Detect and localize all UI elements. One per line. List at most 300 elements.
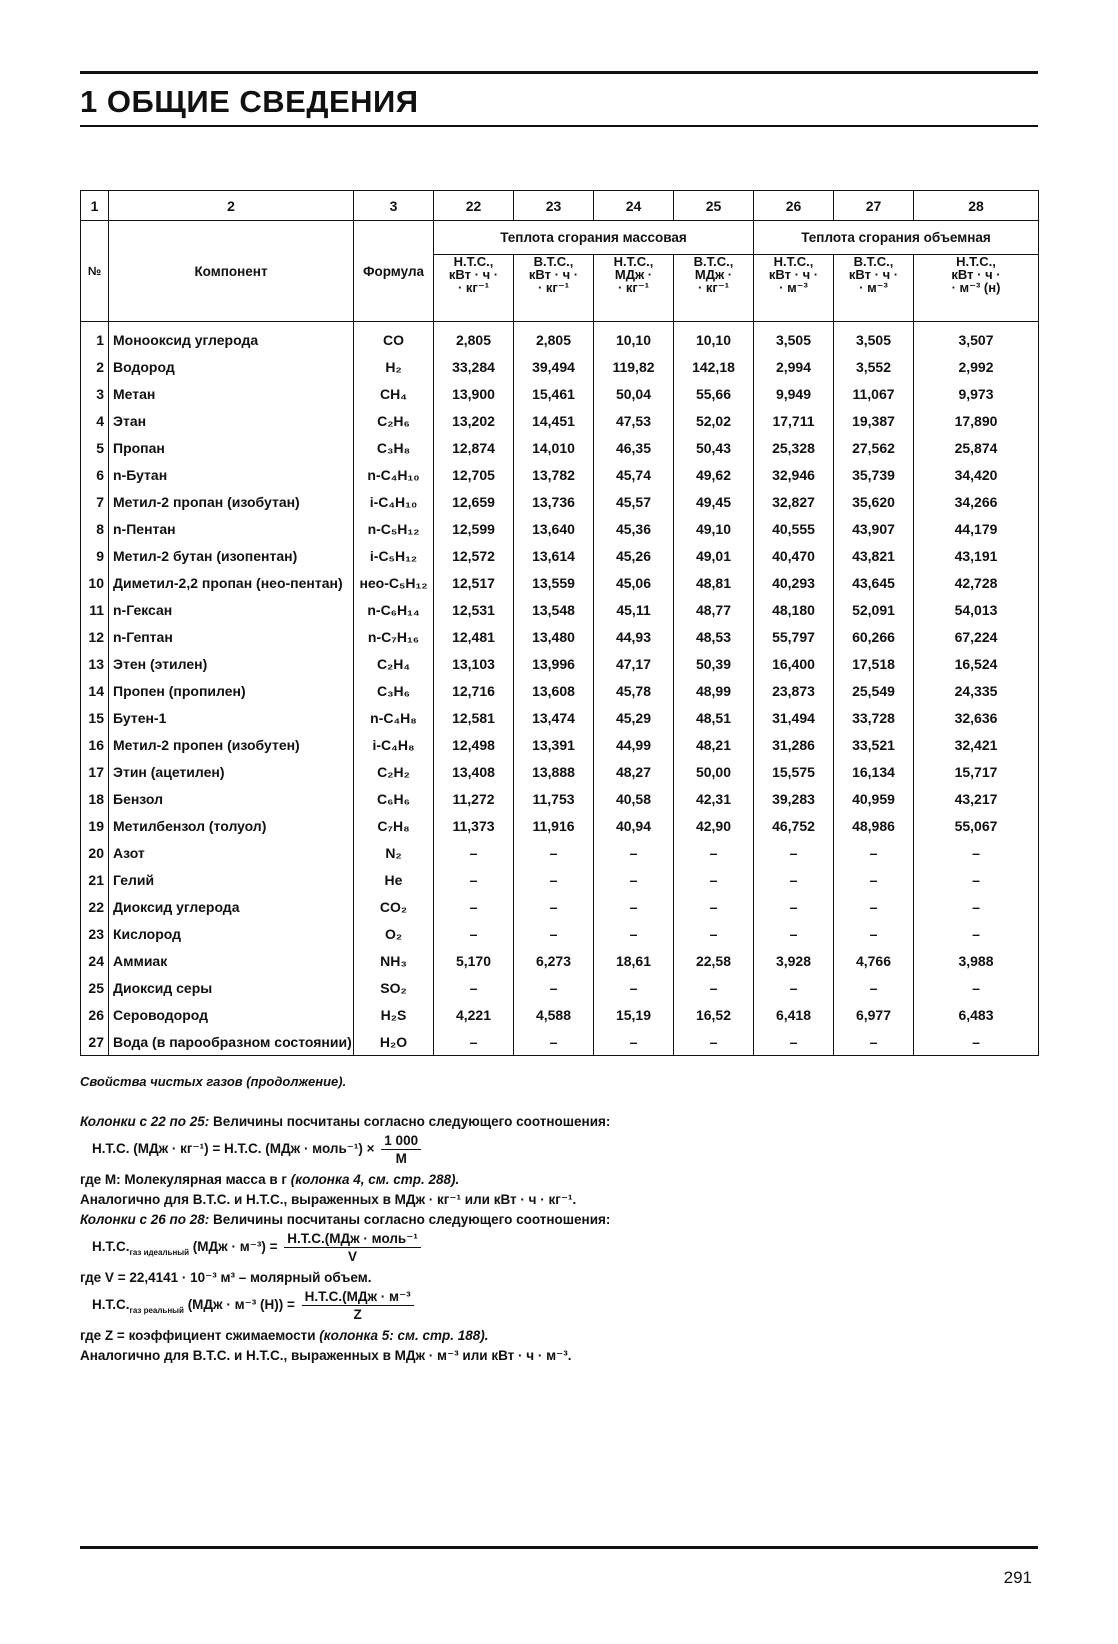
heat-value: 35,739 xyxy=(834,461,914,488)
component-formula: C₇H₈ xyxy=(354,812,434,839)
heat-value: 32,946 xyxy=(754,461,834,488)
heat-value: 50,00 xyxy=(674,758,754,785)
row-number: 23 xyxy=(81,920,109,947)
heat-value: 11,916 xyxy=(514,812,594,839)
equation-mass: Н.Т.С. (МДж · кг⁻¹) = Н.Т.С. (МДж · моль⁻¹) × $\frac{1 000}{M}$ xyxy=(80,1132,1030,1170)
component-formula: NH₃ xyxy=(354,947,434,974)
unit-header: Н.Т.С., МДж · · кг⁻¹ xyxy=(594,255,674,322)
heat-value: 13,559 xyxy=(514,569,594,596)
heat-value: 35,620 xyxy=(834,488,914,515)
heat-value: 25,549 xyxy=(834,677,914,704)
col-num: 3 xyxy=(354,191,434,221)
heat-value: 34,420 xyxy=(914,461,1039,488)
row-number: 20 xyxy=(81,839,109,866)
row-number: 2 xyxy=(81,353,109,380)
unit-header: В.Т.С., кВт · ч · · м⁻³ xyxy=(834,255,914,322)
heat-value: 16,400 xyxy=(754,650,834,677)
table-row xyxy=(81,461,1039,488)
heat-value: 142,18 xyxy=(674,353,754,380)
component-name: Метилбензол (толуол) xyxy=(109,812,354,839)
heat-value: – xyxy=(834,920,914,947)
heat-value: – xyxy=(434,974,514,1001)
heat-value: 40,58 xyxy=(594,785,674,812)
heat-value: 67,224 xyxy=(914,623,1039,650)
component-formula: He xyxy=(354,866,434,893)
heat-value: 2,805 xyxy=(434,322,514,354)
heat-value: 13,900 xyxy=(434,380,514,407)
heat-value: – xyxy=(674,974,754,1001)
component-name: n-Гептан xyxy=(109,623,354,650)
heat-value: 17,711 xyxy=(754,407,834,434)
heat-value: – xyxy=(914,920,1039,947)
heat-value: – xyxy=(514,893,594,920)
component-name: Диоксид серы xyxy=(109,974,354,1001)
table-row xyxy=(81,322,1039,354)
heat-value: 42,90 xyxy=(674,812,754,839)
heat-value: 48,99 xyxy=(674,677,754,704)
heat-value: 33,284 xyxy=(434,353,514,380)
component-name: Кислород xyxy=(109,920,354,947)
component-formula: SO₂ xyxy=(354,974,434,1001)
heat-value: 44,93 xyxy=(594,623,674,650)
row-number: 10 xyxy=(81,569,109,596)
row-number: 14 xyxy=(81,677,109,704)
row-number: 27 xyxy=(81,1028,109,1056)
heat-value: – xyxy=(674,839,754,866)
table-row xyxy=(81,974,1039,1001)
note-line: где V = 22,4141 · 10⁻³ м³ – молярный объем. xyxy=(80,1270,372,1285)
heat-value: 13,391 xyxy=(514,731,594,758)
component-name: Монооксид углерода xyxy=(109,322,354,354)
heat-value: – xyxy=(914,893,1039,920)
table-row xyxy=(81,380,1039,407)
heat-value: – xyxy=(594,1028,674,1056)
table-row xyxy=(81,947,1039,974)
heat-value: 50,39 xyxy=(674,650,754,677)
table-row xyxy=(81,920,1039,947)
heat-value: 13,548 xyxy=(514,596,594,623)
note-line: Аналогично для В.Т.С. и Н.Т.С., выраженных в МДж · м⁻³ или кВт · ч · м⁻³. xyxy=(80,1348,572,1363)
heat-value: 31,286 xyxy=(754,731,834,758)
heat-value: 12,705 xyxy=(434,461,514,488)
top-rule xyxy=(80,71,1038,74)
col-num: 25 xyxy=(674,191,754,221)
heat-value: 55,067 xyxy=(914,812,1039,839)
heat-value: 14,010 xyxy=(514,434,594,461)
heat-value: 48,27 xyxy=(594,758,674,785)
heat-value: 4,221 xyxy=(434,1001,514,1028)
heat-value: 5,170 xyxy=(434,947,514,974)
heat-value: 12,517 xyxy=(434,569,514,596)
component-formula: n-C₆H₁₄ xyxy=(354,596,434,623)
heat-value: 13,474 xyxy=(514,704,594,731)
formula-notes xyxy=(80,1112,1030,1366)
heat-value: 15,575 xyxy=(754,758,834,785)
note-line: где M: Молекулярная масса в г (колонка 4, см. стр. 288). xyxy=(80,1172,460,1187)
heat-value: 12,599 xyxy=(434,515,514,542)
heat-value: 55,66 xyxy=(674,380,754,407)
heat-value: 12,498 xyxy=(434,731,514,758)
row-number: 1 xyxy=(81,322,109,354)
heat-value: 49,01 xyxy=(674,542,754,569)
row-number: 25 xyxy=(81,974,109,1001)
table-row xyxy=(81,677,1039,704)
heat-value: – xyxy=(514,974,594,1001)
col-num: 27 xyxy=(834,191,914,221)
heat-value: 39,283 xyxy=(754,785,834,812)
row-number: 12 xyxy=(81,623,109,650)
heat-value: – xyxy=(674,920,754,947)
heat-value: 46,35 xyxy=(594,434,674,461)
heat-value: 3,988 xyxy=(914,947,1039,974)
heat-value: 18,61 xyxy=(594,947,674,974)
table-row xyxy=(81,1028,1039,1056)
heat-value: 12,531 xyxy=(434,596,514,623)
heat-value: 44,179 xyxy=(914,515,1039,542)
heat-value: – xyxy=(674,866,754,893)
component-formula: i-C₄H₈ xyxy=(354,731,434,758)
component-formula: n-C₇H₁₆ xyxy=(354,623,434,650)
unit-header: В.Т.С., МДж · · кг⁻¹ xyxy=(674,255,754,322)
heat-value: – xyxy=(514,1028,594,1056)
component-formula: нео-C₅H₁₂ xyxy=(354,569,434,596)
component-name: Сероводород xyxy=(109,1001,354,1028)
row-number: 17 xyxy=(81,758,109,785)
component-name: Азот xyxy=(109,839,354,866)
row-number: 18 xyxy=(81,785,109,812)
heat-value: 12,481 xyxy=(434,623,514,650)
heat-value: 15,717 xyxy=(914,758,1039,785)
table-row xyxy=(81,353,1039,380)
table-row xyxy=(81,407,1039,434)
table-row xyxy=(81,569,1039,596)
heat-value: – xyxy=(914,866,1039,893)
unit-header: Н.Т.С., кВт · ч · · м⁻³ xyxy=(754,255,834,322)
heat-value: 44,99 xyxy=(594,731,674,758)
heat-value: – xyxy=(834,893,914,920)
heat-value: 19,387 xyxy=(834,407,914,434)
heat-value: 50,04 xyxy=(594,380,674,407)
heat-value: 33,728 xyxy=(834,704,914,731)
heat-value: 13,608 xyxy=(514,677,594,704)
component-name: Диметил-2,2 пропан (нео-пентан) xyxy=(109,569,354,596)
heat-value: 32,421 xyxy=(914,731,1039,758)
table-row xyxy=(81,596,1039,623)
component-name: Гелий xyxy=(109,866,354,893)
heat-value: 31,494 xyxy=(754,704,834,731)
table-row xyxy=(81,731,1039,758)
heat-value: 17,518 xyxy=(834,650,914,677)
heat-value: 12,874 xyxy=(434,434,514,461)
heat-value: 42,728 xyxy=(914,569,1039,596)
col-num: 2 xyxy=(109,191,354,221)
heat-value: 13,782 xyxy=(514,461,594,488)
heat-value: 48,51 xyxy=(674,704,754,731)
fraction: $\frac{1 000}{M}$ xyxy=(381,1132,421,1167)
heat-value: 2,805 xyxy=(514,322,594,354)
row-number: 9 xyxy=(81,542,109,569)
table-row xyxy=(81,812,1039,839)
heat-value: – xyxy=(914,1028,1039,1056)
component-formula: n-C₄H₁₀ xyxy=(354,461,434,488)
heat-value: 16,52 xyxy=(674,1001,754,1028)
row-number: 6 xyxy=(81,461,109,488)
heat-value: 25,874 xyxy=(914,434,1039,461)
component-formula: C₂H₆ xyxy=(354,407,434,434)
heat-value: 13,736 xyxy=(514,488,594,515)
component-name: Метил-2 пропен (изобутен) xyxy=(109,731,354,758)
column-number-row xyxy=(81,191,1039,221)
component-name: Этен (этилен) xyxy=(109,650,354,677)
row-number: 16 xyxy=(81,731,109,758)
heat-value: 14,451 xyxy=(514,407,594,434)
heat-value: 12,659 xyxy=(434,488,514,515)
component-name: Пропан xyxy=(109,434,354,461)
table-row xyxy=(81,704,1039,731)
heat-value: – xyxy=(914,974,1039,1001)
unit-header: Н.Т.С., кВт · ч · · кг⁻¹ xyxy=(434,255,514,322)
component-name: Аммиак xyxy=(109,947,354,974)
heat-value: 48,81 xyxy=(674,569,754,596)
heat-value: 11,753 xyxy=(514,785,594,812)
heat-value: 13,408 xyxy=(434,758,514,785)
heat-value: 50,43 xyxy=(674,434,754,461)
heat-value: 55,797 xyxy=(754,623,834,650)
component-formula: CO xyxy=(354,322,434,354)
row-number: 13 xyxy=(81,650,109,677)
component-formula: CH₄ xyxy=(354,380,434,407)
fraction: $\frac{\text{Н.Т.С.(МДж · м⁻³}}{Z}$ xyxy=(302,1288,414,1323)
table-body xyxy=(81,322,1039,1056)
heat-value: 49,45 xyxy=(674,488,754,515)
heat-value: – xyxy=(674,1028,754,1056)
col-num: 22 xyxy=(434,191,514,221)
component-formula: C₃H₆ xyxy=(354,677,434,704)
heat-value: – xyxy=(594,839,674,866)
heat-value: 48,53 xyxy=(674,623,754,650)
heat-value: 40,293 xyxy=(754,569,834,596)
component-formula: n-C₄H₈ xyxy=(354,704,434,731)
heat-value: 32,636 xyxy=(914,704,1039,731)
heat-value: – xyxy=(834,974,914,1001)
heat-value: 47,53 xyxy=(594,407,674,434)
header-volume-heat: Теплота сгорания объемная xyxy=(754,221,1039,255)
heat-value: 43,645 xyxy=(834,569,914,596)
heat-value: 22,58 xyxy=(674,947,754,974)
heat-value: 3,505 xyxy=(834,322,914,354)
row-number: 11 xyxy=(81,596,109,623)
heat-value: 119,82 xyxy=(594,353,674,380)
heat-value: 11,272 xyxy=(434,785,514,812)
heat-value: – xyxy=(514,920,594,947)
table-caption: Свойства чистых газов (продолжение). xyxy=(80,1074,347,1089)
component-formula: n-C₅H₁₂ xyxy=(354,515,434,542)
component-name: Метил-2 пропан (изобутан) xyxy=(109,488,354,515)
heat-value: 48,986 xyxy=(834,812,914,839)
row-number: 3 xyxy=(81,380,109,407)
heat-value: 45,74 xyxy=(594,461,674,488)
heat-value: – xyxy=(754,920,834,947)
heat-value: 13,640 xyxy=(514,515,594,542)
heat-value: 6,418 xyxy=(754,1001,834,1028)
unit-header: Н.Т.С., кВт · ч · · м⁻³ (н) xyxy=(914,255,1039,322)
page-number: 291 xyxy=(1003,1568,1032,1587)
component-formula: C₂H₂ xyxy=(354,758,434,785)
component-name: Этан xyxy=(109,407,354,434)
row-number: 22 xyxy=(81,893,109,920)
heat-value: 43,821 xyxy=(834,542,914,569)
fraction: $\frac{\text{Н.Т.С.(МДж · моль⁻¹}}{V}$ xyxy=(284,1230,421,1265)
heat-value: 49,10 xyxy=(674,515,754,542)
heat-value: 42,31 xyxy=(674,785,754,812)
table-row xyxy=(81,515,1039,542)
component-formula: H₂ xyxy=(354,353,434,380)
heat-value: – xyxy=(754,893,834,920)
heat-value: – xyxy=(514,866,594,893)
component-name: n-Пентан xyxy=(109,515,354,542)
table-row xyxy=(81,758,1039,785)
heat-value: 43,191 xyxy=(914,542,1039,569)
header-mass-heat: Теплота сгорания массовая xyxy=(434,221,754,255)
equation-ideal-gas: $Н.Т.С._{газ идеальный}$ (МДж · м⁻³) = $\frac{\text{Н.Т.С.(МДж · моль⁻¹}}{V}$ xyxy=(80,1230,1030,1268)
heat-value: 52,091 xyxy=(834,596,914,623)
component-name: Метил-2 бутан (изопентан) xyxy=(109,542,354,569)
note-line: Аналогично для В.Т.С. и Н.Т.С., выраженных в МДж · кг⁻¹ или кВт · ч · кг⁻¹. xyxy=(80,1192,577,1207)
col-num: 1 xyxy=(81,191,109,221)
heat-value: 6,977 xyxy=(834,1001,914,1028)
heat-value: – xyxy=(834,839,914,866)
row-number: 8 xyxy=(81,515,109,542)
heat-value: 9,973 xyxy=(914,380,1039,407)
component-name: Бутен-1 xyxy=(109,704,354,731)
row-number: 15 xyxy=(81,704,109,731)
component-formula: H₂O xyxy=(354,1028,434,1056)
heat-value: – xyxy=(594,920,674,947)
component-name: n-Бутан xyxy=(109,461,354,488)
heat-value: 13,888 xyxy=(514,758,594,785)
heat-value: – xyxy=(434,920,514,947)
component-formula: H₂S xyxy=(354,1001,434,1028)
heat-value: 13,480 xyxy=(514,623,594,650)
unit-header: В.Т.С., кВт · ч · · кг⁻¹ xyxy=(514,255,594,322)
gas-properties-table xyxy=(80,190,1039,1056)
col-num: 28 xyxy=(914,191,1039,221)
row-number: 5 xyxy=(81,434,109,461)
heat-value: 2,992 xyxy=(914,353,1039,380)
heat-value: 24,335 xyxy=(914,677,1039,704)
col-num: 23 xyxy=(514,191,594,221)
heat-value: 40,94 xyxy=(594,812,674,839)
heat-value: 4,588 xyxy=(514,1001,594,1028)
component-name: Водород xyxy=(109,353,354,380)
heat-value: 10,10 xyxy=(594,322,674,354)
component-formula: C₂H₄ xyxy=(354,650,434,677)
title-underline xyxy=(80,125,1038,127)
heat-value: – xyxy=(594,866,674,893)
component-formula: CO₂ xyxy=(354,893,434,920)
row-number: 21 xyxy=(81,866,109,893)
heat-value: 45,78 xyxy=(594,677,674,704)
heat-value: 48,180 xyxy=(754,596,834,623)
heat-value: 49,62 xyxy=(674,461,754,488)
component-formula: O₂ xyxy=(354,920,434,947)
heat-value: – xyxy=(754,974,834,1001)
heat-value: 9,949 xyxy=(754,380,834,407)
heat-value: 11,373 xyxy=(434,812,514,839)
col-num: 24 xyxy=(594,191,674,221)
table-row xyxy=(81,866,1039,893)
component-formula: i-C₅H₁₂ xyxy=(354,542,434,569)
heat-value: – xyxy=(434,1028,514,1056)
note-line: где Z = коэффициент сжимаемости (колонка 5: см. стр. 188). xyxy=(80,1328,489,1343)
heat-value: 6,483 xyxy=(914,1001,1039,1028)
heat-value: 32,827 xyxy=(754,488,834,515)
heat-value: 60,266 xyxy=(834,623,914,650)
heat-value: 45,29 xyxy=(594,704,674,731)
heat-value: – xyxy=(674,893,754,920)
header-component: Компонент xyxy=(109,221,354,322)
heat-value: 25,328 xyxy=(754,434,834,461)
bottom-rule xyxy=(80,1546,1038,1549)
table-row xyxy=(81,893,1039,920)
heat-value: 12,581 xyxy=(434,704,514,731)
heat-value: – xyxy=(754,1028,834,1056)
heat-value: – xyxy=(754,839,834,866)
heat-value: 16,524 xyxy=(914,650,1039,677)
table-row xyxy=(81,623,1039,650)
heat-value: 27,562 xyxy=(834,434,914,461)
heat-value: 47,17 xyxy=(594,650,674,677)
heat-value: 43,217 xyxy=(914,785,1039,812)
table-row xyxy=(81,1001,1039,1028)
heat-value: 13,996 xyxy=(514,650,594,677)
heat-value: 48,21 xyxy=(674,731,754,758)
heat-value: 54,013 xyxy=(914,596,1039,623)
heat-value: 45,26 xyxy=(594,542,674,569)
row-number: 7 xyxy=(81,488,109,515)
col-num: 26 xyxy=(754,191,834,221)
group-header-row xyxy=(81,221,1039,255)
heat-value: – xyxy=(434,893,514,920)
heat-value: – xyxy=(434,839,514,866)
table-row xyxy=(81,434,1039,461)
row-number: 19 xyxy=(81,812,109,839)
heat-value: 52,02 xyxy=(674,407,754,434)
heat-value: 3,552 xyxy=(834,353,914,380)
table-row xyxy=(81,785,1039,812)
heat-value: 40,555 xyxy=(754,515,834,542)
section-title: 1 ОБЩИЕ СВЕДЕНИЯ xyxy=(80,84,419,119)
heat-value: 2,994 xyxy=(754,353,834,380)
note-line: Колонки с 22 по 25: Величины посчитаны согласно следующего соотношения: xyxy=(80,1114,611,1129)
table-row xyxy=(81,542,1039,569)
header-no: № xyxy=(81,221,109,322)
heat-value: 40,959 xyxy=(834,785,914,812)
component-name: Бензол xyxy=(109,785,354,812)
heat-value: 48,77 xyxy=(674,596,754,623)
component-formula: C₆H₆ xyxy=(354,785,434,812)
component-name: n-Гексан xyxy=(109,596,354,623)
heat-value: – xyxy=(434,866,514,893)
heat-value: 45,57 xyxy=(594,488,674,515)
component-name: Пропен (пропилен) xyxy=(109,677,354,704)
heat-value: 4,766 xyxy=(834,947,914,974)
heat-value: 39,494 xyxy=(514,353,594,380)
heat-value: 3,505 xyxy=(754,322,834,354)
equation-real-gas: $Н.Т.С._{газ реальный}$ (МДж · м⁻³ (Н)) = $\frac{\text{Н.Т.С.(МДж · м⁻³}}{Z}$ xyxy=(80,1288,1030,1326)
note-line: Колонки с 26 по 28: Величины посчитаны согласно следующего соотношения: xyxy=(80,1212,611,1227)
table-row xyxy=(81,488,1039,515)
